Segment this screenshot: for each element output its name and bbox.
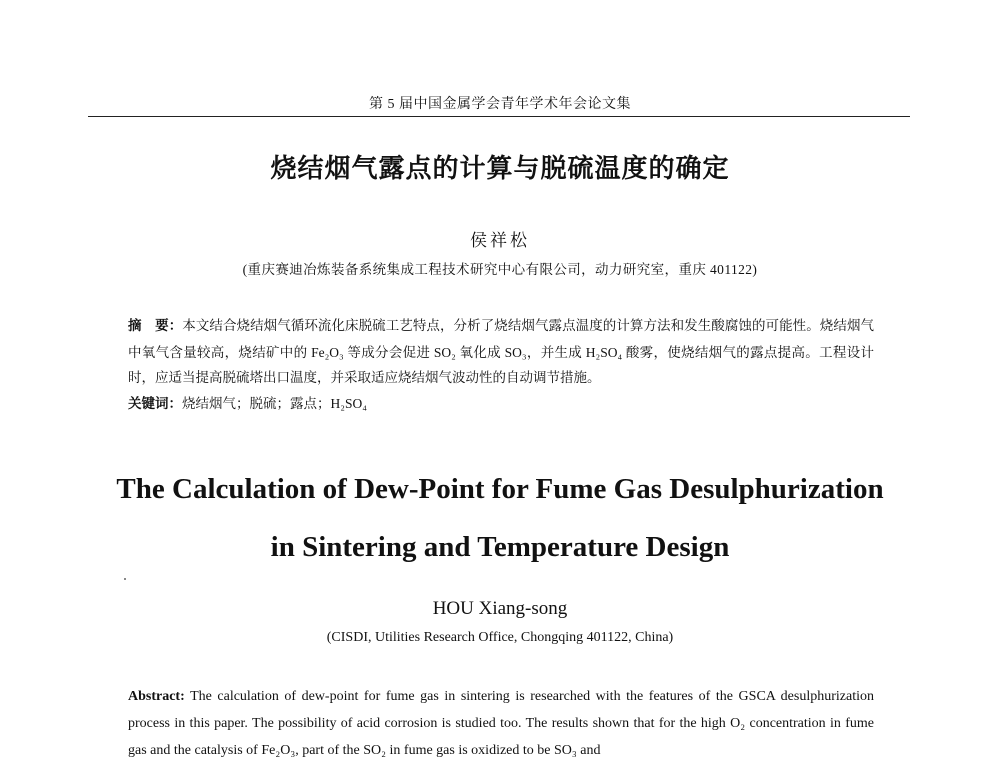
english-abstract-label: Abstract: bbox=[128, 689, 185, 704]
chinese-title: 烧结烟气露点的计算与脱硫温度的确定 bbox=[270, 154, 730, 184]
english-abstract-text: The calculation of dew-point for fume gas in sintering is researched with the features of the GSCA desulphurization process in this paper. The possibility of acid corrosion is studied too. The results shown that for the high O₂ concentration in fume gas and the catalysis of Fe₂O₃, part of the SO₂ in fume gas is oxidized to be SO₃ and bbox=[128, 689, 874, 758]
running-header: 第 5 届中国金属学会青年学术年会论文集 bbox=[369, 97, 631, 112]
english-title-line-2: in Sintering and Temperature Design bbox=[270, 531, 730, 563]
english-title bbox=[0, 460, 1000, 576]
chinese-keywords-text: 烧结烟气；脱硫；露点；H₂SO₄ bbox=[182, 395, 367, 411]
chinese-abstract-paragraph bbox=[128, 313, 874, 391]
chinese-abstract bbox=[128, 313, 874, 417]
header-rule bbox=[88, 116, 910, 117]
chinese-author: 侯祥松 bbox=[470, 231, 530, 250]
english-affiliation: (CISDI, Utilities Research Office, Chongqing 401122, China) bbox=[326, 630, 674, 645]
chinese-keywords-label: 关键词： bbox=[128, 395, 182, 412]
chinese-abstract-label: 摘 要： bbox=[128, 318, 183, 334]
english-abstract-paragraph bbox=[128, 683, 874, 764]
english-abstract bbox=[128, 683, 874, 764]
chinese-keywords bbox=[128, 391, 874, 418]
chinese-affiliation: (重庆赛迪冶炼装备系统集成工程技术研究中心有限公司，动力研究室，重庆 401122) bbox=[242, 262, 758, 277]
scan-speck bbox=[124, 578, 126, 580]
english-title-line-1: The Calculation of Dew-Point for Fume Gas Desulphurization bbox=[116, 473, 884, 505]
english-author: HOU Xiang-song bbox=[432, 598, 568, 619]
chinese-abstract-text: 本文结合烧结烟气循环流化床脱硫工艺特点，分析了烧结烟气露点温度的计算方法和发生酸腐蚀的可能性。烧结烟气中氧气含量较高，烧结矿中的 Fe₂O₃ 等成分会促进 SO₂ 氧化成 SO₃，并生成 H₂SO₄ 酸雾，使烧结烟气的露点提高。工程设计时，应适当提高脱硫塔出口温度，并采取适应烧结烟气波动性的自动调节措施。 bbox=[128, 318, 875, 385]
